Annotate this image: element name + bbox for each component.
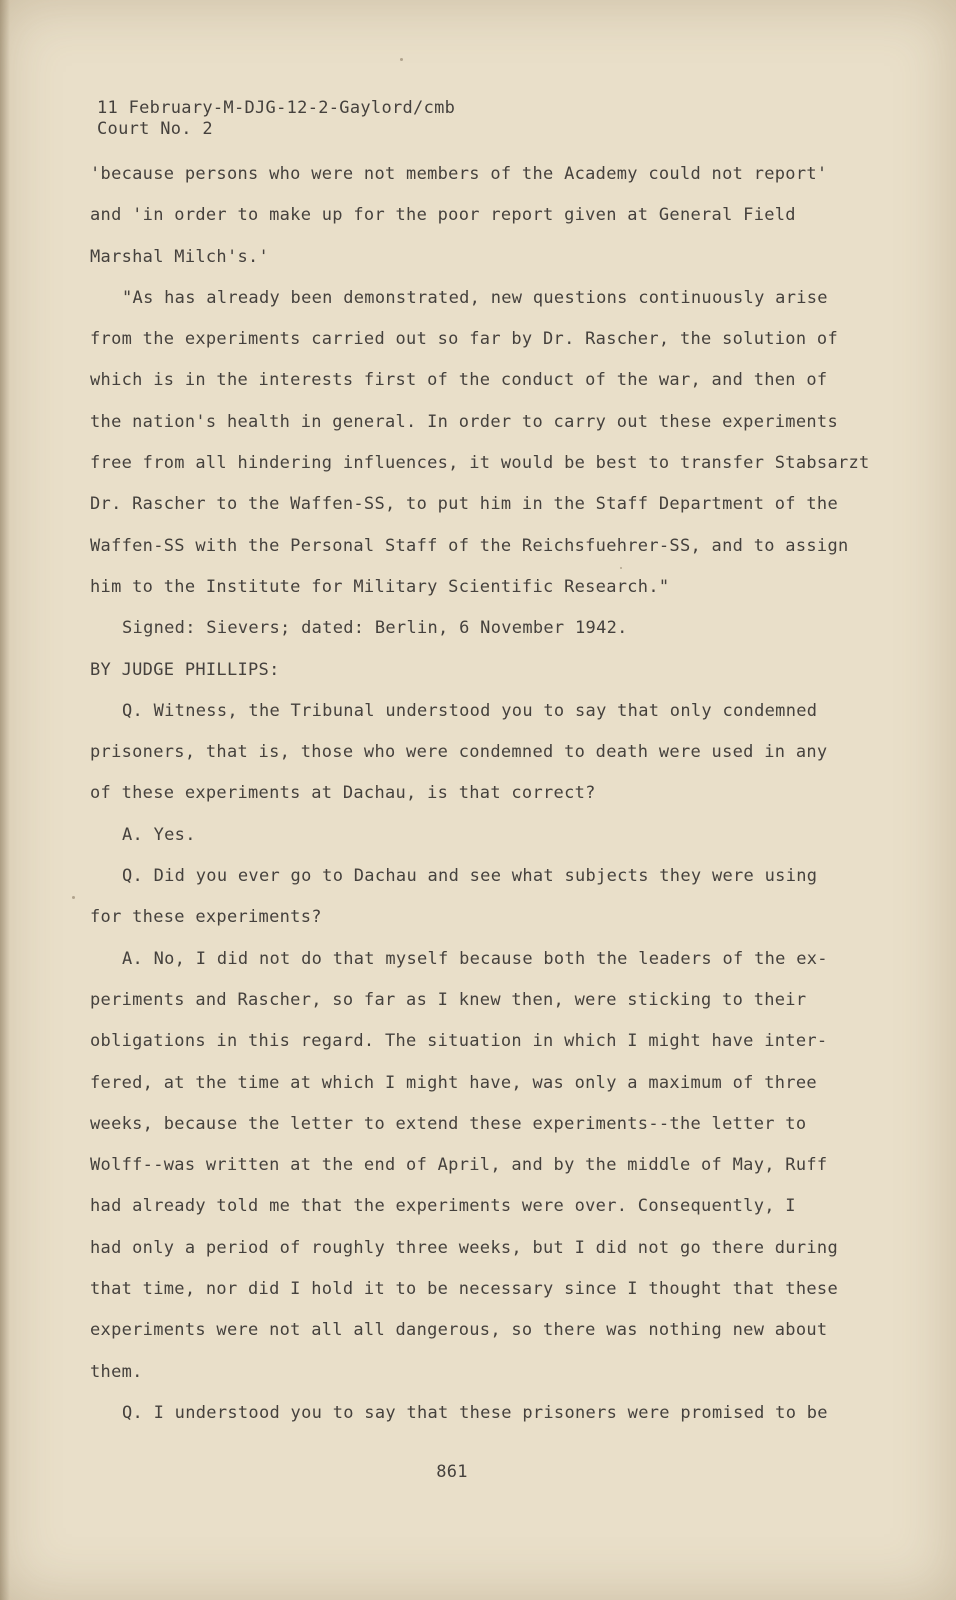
transcript-line: from the experiments carried out so far by Dr. Rascher, the solution of (90, 329, 838, 350)
transcript-line: 'because persons who were not members of the Academy could not report' (90, 164, 828, 184)
transcript-line: Waffen-SS with the Personal Staff of the Reichsfuehrer-SS, and to assign (90, 535, 849, 556)
transcript-line: BY JUDGE PHILLIPS: (90, 659, 280, 680)
transcript-line: of these experiments at Dachau, is that correct? (90, 783, 596, 804)
transcript-line: obligations in this regard. The situation in which I might have inter- (90, 1031, 828, 1052)
transcript-line: Wolff--was written at the end of April, and by the middle of May, Ruff (90, 1155, 828, 1176)
page-edge-shadow (0, 0, 10, 1600)
transcript-line: which is in the interests first of the conduct of the war, and then of (90, 370, 828, 391)
header-reference: 11 February-M-DJG-12-2-Gaylord/cmb (97, 98, 456, 118)
transcript-line: "As has already been demonstrated, new questions continuously arise (122, 287, 828, 308)
header-court: Court No. 2 (97, 119, 213, 139)
transcript-line: Q. Did you ever go to Dachau and see what subjects they were using (122, 866, 818, 887)
transcript-line: that time, nor did I hold it to be necessary since I thought that these (90, 1279, 838, 1300)
transcript-line: them. (90, 1361, 143, 1382)
transcript-line: had already told me that the experiments were over. Consequently, I (90, 1196, 796, 1217)
transcript-line: the nation's health in general. In order to carry out these experiments (90, 411, 838, 432)
paper-speck (72, 896, 75, 899)
transcript-line: Q. Witness, the Tribunal understood you to say that only condemned (122, 700, 818, 721)
transcript-line: for these experiments? (90, 907, 322, 928)
transcript-line: prisoners, that is, those who were condemned to death were used in any (90, 742, 828, 763)
transcript-line: fered, at the time at which I might have, was only a maximum of three (90, 1072, 817, 1093)
document-header (97, 98, 455, 140)
transcript-body (90, 162, 880, 1442)
transcript-line: Dr. Rascher to the Waffen-SS, to put him in the Staff Department of the (90, 494, 838, 515)
transcript-line: A. Yes. (122, 824, 196, 845)
paper-speck (620, 567, 622, 569)
paper-speck (400, 58, 403, 61)
transcript-line: Marshal Milch's.' (90, 246, 270, 267)
transcript-line: him to the Institute for Military Scientific Research." (90, 576, 670, 597)
transcript-line: periments and Rascher, so far as I knew then, were sticking to their (90, 989, 807, 1010)
transcript-line: Signed: Sievers; dated: Berlin, 6 November 1942. (122, 618, 628, 639)
transcript-line: had only a period of roughly three weeks, but I did not go there during (90, 1237, 838, 1258)
transcript-line: free from all hindering influences, it would be best to transfer Stabsarzt (90, 453, 870, 474)
transcript-line: weeks, because the letter to extend these experiments--the letter to (90, 1113, 807, 1134)
page-number: 861 (436, 1462, 468, 1482)
transcript-line: and 'in order to make up for the poor report given at General Field (90, 205, 796, 226)
transcript-line: Q. I understood you to say that these prisoners were promised to be (122, 1402, 828, 1423)
transcript-line: A. No, I did not do that myself because both the leaders of the ex- (122, 948, 828, 969)
transcript-line: experiments were not all all dangerous, so there was nothing new about (90, 1320, 828, 1341)
